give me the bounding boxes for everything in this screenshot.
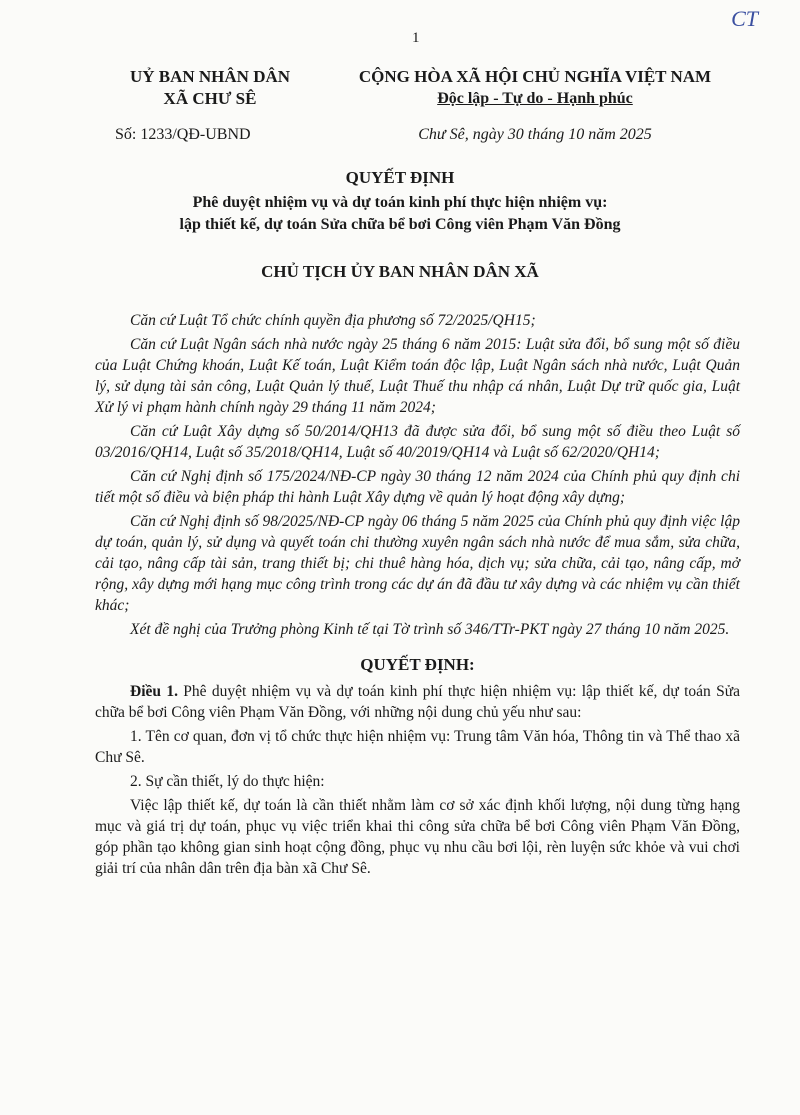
document-subtitle bbox=[120, 192, 680, 236]
legal-basis-5: Căn cứ Nghị định số 98/2025/NĐ-CP ngày 06 tháng 5 năm 2025 của Chính phủ quy định việc lập dự toán, quản lý, sử dụng và quyết toán chi thường xuyên ngân sách nhà nước để mua sắm, sửa chữa, cải tạo, nâng cấp tài sản, trang thiết bị; chi thuê hàng hóa, dịch vụ; sửa chữa, cải tạo, nâng cấp, mở rộng, xây dựng mới hạng mục công trình trong các dự án đã đầu tư xây dựng và các nhiệm vụ cần thiết khác; bbox=[95, 513, 740, 614]
national-motto: Độc lập - Tự do - Hạnh phúc bbox=[437, 90, 633, 107]
document-number: Số: 1233/QĐ-UBND bbox=[115, 126, 251, 143]
subtitle-line-2: lập thiết kế, dự toán Sửa chữa bể bơi Công viên Phạm Văn Đồng bbox=[179, 216, 621, 233]
legal-basis-4: Căn cứ Nghị định số 175/2024/NĐ-CP ngày 30 tháng 12 năm 2024 của Chính phủ quy định chi tiết một số điều và biện pháp thi hành Luật Xây dựng về quản lý hoạt động xây dựng; bbox=[95, 468, 740, 506]
document-title: QUYẾT ĐỊNH bbox=[345, 168, 455, 187]
item-2: 2. Sự cần thiết, lý do thực hiện: bbox=[130, 773, 325, 790]
legal-basis-2: Căn cứ Luật Ngân sách nhà nước ngày 25 tháng 6 năm 2015: Luật sửa đổi, bổ sung một số điều của Luật Chứng khoán, Luật Kế toán, Luật Kiểm toán độc lập, Luật Ngân sách nhà nước, Luật Quản lý, sử dụng tài sản công, Luật Quản lý thuế, Luật Thuế thu nhập cá nhân, Luật Dự trữ quốc gia, Luật Xử lý vi phạm hành chính ngày 29 tháng 11 năm 2024; bbox=[95, 336, 740, 416]
handwritten-mark: CT bbox=[731, 6, 758, 31]
document-body bbox=[95, 310, 740, 882]
org-line-1: UỶ BAN NHÂN DÂN bbox=[129, 67, 291, 86]
issue-date: Chư Sê, ngày 30 tháng 10 năm 2025 bbox=[418, 126, 652, 143]
item-2-text: Việc lập thiết kế, dự toán là cần thiết nhằm làm cơ sở xác định khối lượng, nội dung từng hạng mục và giá trị dự toán, phục vụ việc triển khai thi công sửa chữa bể bơi Công viên Phạm Văn Đồng, góp phần tạo không gian sinh hoạt cộng đồng, phục vụ nhu cầu bơi lội, rèn luyện sức khỏe và vui chơi giải trí của nhân dân trên địa bàn xã Chư Sê. bbox=[95, 797, 740, 877]
legal-basis-1: Căn cứ Luật Tổ chức chính quyền địa phương số 72/2025/QH15; bbox=[130, 312, 536, 329]
legal-basis-6: Xét đề nghị của Trưởng phòng Kinh tế tại Tờ trình số 346/TTr-PKT ngày 27 tháng 10 năm 2025. bbox=[130, 621, 730, 638]
nation-name: CỘNG HÒA XÃ HỘI CHỦ NGHĨA VIỆT NAM bbox=[358, 67, 712, 86]
page-number: 1 bbox=[412, 30, 420, 46]
item-1: 1. Tên cơ quan, đơn vị tổ chức thực hiện nhiệm vụ: Trung tâm Văn hóa, Thông tin và Thể thao xã Chư Sê. bbox=[95, 728, 740, 766]
article-1 bbox=[95, 681, 740, 723]
issuing-authority bbox=[100, 66, 320, 143]
article-1-text: Phê duyệt nhiệm vụ và dự toán kinh phí thực hiện nhiệm vụ: lập thiết kế, dự toán Sửa chữa bể bơi Công viên Phạm Văn Đồng, với những nội dung chủ yếu như sau: bbox=[95, 683, 741, 721]
chairman-heading: CHỦ TỊCH ỦY BAN NHÂN DÂN XÃ bbox=[261, 262, 539, 281]
article-1-label: Điều 1. bbox=[130, 683, 178, 700]
decide-heading: QUYẾT ĐỊNH: bbox=[360, 655, 475, 674]
legal-basis-3: Căn cứ Luật Xây dựng số 50/2014/QH13 đã được sửa đổi, bổ sung một số điều theo Luật số 03/2016/QH14, Luật số 35/2018/QH14, Luật số 40/2019/QH14 và Luật số 62/2020/QH14; bbox=[95, 423, 740, 461]
org-line-2: XÃ CHƯ SÊ bbox=[163, 89, 257, 108]
subtitle-line-1: Phê duyệt nhiệm vụ và dự toán kinh phí thực hiện nhiệm vụ: bbox=[192, 194, 608, 211]
national-header bbox=[325, 66, 745, 144]
